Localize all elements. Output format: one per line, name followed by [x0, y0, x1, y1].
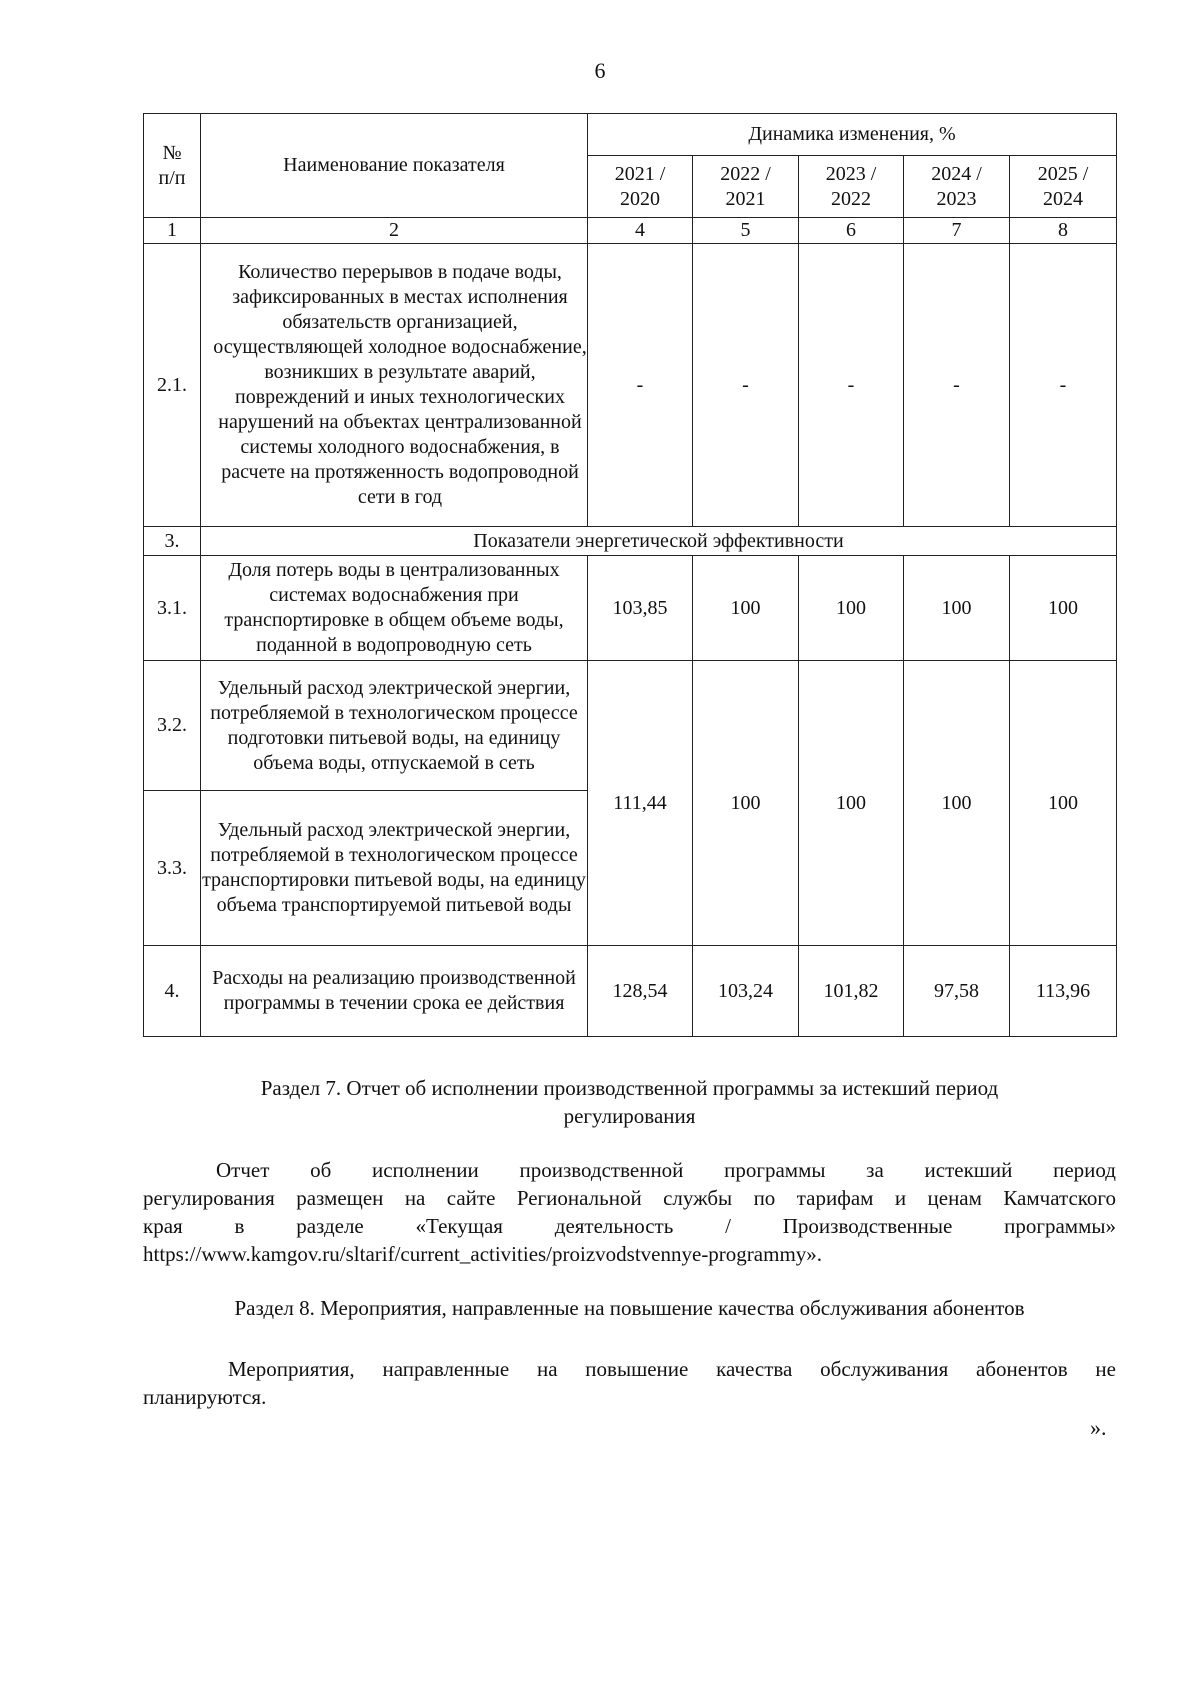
- column-number: 8: [1010, 218, 1117, 244]
- header-name: Наименование показателя: [201, 114, 588, 218]
- row-value: 103,85: [588, 556, 693, 661]
- row-value: -: [1010, 244, 1117, 527]
- row-name: Расходы на реализацию производственной программы в течении срока ее действия: [201, 946, 588, 1037]
- row-value: 100: [904, 661, 1010, 946]
- closing-quote: ».: [1090, 1415, 1107, 1440]
- row-section-title: Показатели энергетической эффективности: [201, 527, 1117, 556]
- header-year: [799, 156, 904, 218]
- row-name: Удельный расход электрической энергии, потребляемой в технологическом процессе подготовки питьевой воды, на единицу объема воды, отпускаемой в сеть: [201, 661, 588, 791]
- header-year-text: 2024 / 2023: [931, 162, 982, 210]
- column-number: 4: [588, 218, 693, 244]
- row-num: 3.2.: [144, 661, 201, 791]
- column-number: 7: [904, 218, 1010, 244]
- row-name: Доля потерь воды в централизованных системах водоснабжения при транспортировке в общем объеме воды, поданной в водопроводную сеть: [201, 556, 588, 661]
- row-num: 3.1.: [144, 556, 201, 661]
- header-year-text: 2021 / 2020: [614, 162, 666, 210]
- column-numbers-row: [144, 218, 1117, 244]
- section7-paragraph: [143, 1156, 1116, 1268]
- section8-paragraph: [143, 1355, 1116, 1411]
- row-num: 3.3.: [144, 791, 201, 946]
- section7-para-line3: края в разделе «Текущая деятельность / Производственные программы»: [143, 1214, 1116, 1238]
- row-value: -: [799, 244, 904, 527]
- header-num-text: № п/п: [158, 141, 186, 189]
- indicators-table: [143, 113, 1117, 1037]
- row-value: 128,54: [588, 946, 693, 1037]
- table-row: [144, 661, 1117, 791]
- table-row: [144, 244, 1117, 527]
- column-number: 2: [201, 218, 588, 244]
- header-year-text: 2022 / 2021: [720, 162, 771, 210]
- header-year: [1010, 156, 1117, 218]
- row-value: -: [693, 244, 799, 527]
- section8-para-line2: планируются.: [143, 1385, 267, 1409]
- section7-para-line1: Отчет об исполнении производственной программы за истекший период: [216, 1158, 1116, 1182]
- section7-title-line2: регулирования: [563, 1104, 696, 1128]
- row-num: 3.: [144, 527, 201, 556]
- section7-title-line1: Раздел 7. Отчет об исполнении производственной программы за истекший период: [260, 1076, 999, 1100]
- row-value: 100: [904, 556, 1010, 661]
- row-value: 100: [1010, 556, 1117, 661]
- section8-para-line1: Мероприятия, направленные на повышение качества обслуживания абонентов не: [228, 1357, 1116, 1381]
- row-value: 100: [799, 661, 904, 946]
- header-year-text: 2025 / 2024: [1037, 162, 1089, 210]
- column-number: 1: [144, 218, 201, 244]
- column-number: 6: [799, 218, 904, 244]
- row-name: Удельный расход электрической энергии, потребляемой в технологическом процессе транспортировки питьевой воды, на единицу объема транспортируемой питьевой воды: [201, 791, 588, 946]
- header-year: [588, 156, 693, 218]
- row-value: 100: [799, 556, 904, 661]
- row-name: Количество перерывов в подаче воды, зафиксированных в местах исполнения обязательств организацией, осуществляющей холодное водоснабжение, возникших в результате аварий, повреждений и иных технологических нарушений на объектах централизованной системы холодного водоснабжения, в расчете на протяженность водопроводной сети в год: [201, 244, 588, 527]
- row-num: 4.: [144, 946, 201, 1037]
- row-value: 100: [693, 661, 799, 946]
- section8-title: Раздел 8. Мероприятия, направленные на повышение качества обслуживания абонентов: [234, 1296, 1025, 1320]
- page-number: 6: [594, 58, 606, 83]
- header-year-text: 2023 / 2022: [825, 162, 877, 210]
- row-value: 111,44: [588, 661, 693, 946]
- row-value: 103,24: [693, 946, 799, 1037]
- header-num: [144, 114, 201, 218]
- header-year: [904, 156, 1010, 218]
- header-dynamics: Динамика изменения, %: [588, 114, 1117, 156]
- row-value: 113,96: [1010, 946, 1117, 1037]
- row-value: 100: [1010, 661, 1117, 946]
- table-row-section: [144, 527, 1117, 556]
- section7-para-line4: https://www.kamgov.ru/sltarif/current_activities/proizvodstvennye-programmy».: [143, 1242, 823, 1266]
- header-year: [693, 156, 799, 218]
- row-value: 97,58: [904, 946, 1010, 1037]
- table-row: [144, 946, 1117, 1037]
- row-value: -: [588, 244, 693, 527]
- column-number: 5: [693, 218, 799, 244]
- table-row: [144, 556, 1117, 661]
- row-value: 101,82: [799, 946, 904, 1037]
- section7-para-line2: регулирования размещен на сайте Региональной службы по тарифам и ценам Камчатского: [143, 1186, 1116, 1210]
- row-value: 100: [693, 556, 799, 661]
- section7-title: [143, 1074, 1116, 1130]
- row-num: 2.1.: [144, 244, 201, 527]
- row-value: -: [904, 244, 1010, 527]
